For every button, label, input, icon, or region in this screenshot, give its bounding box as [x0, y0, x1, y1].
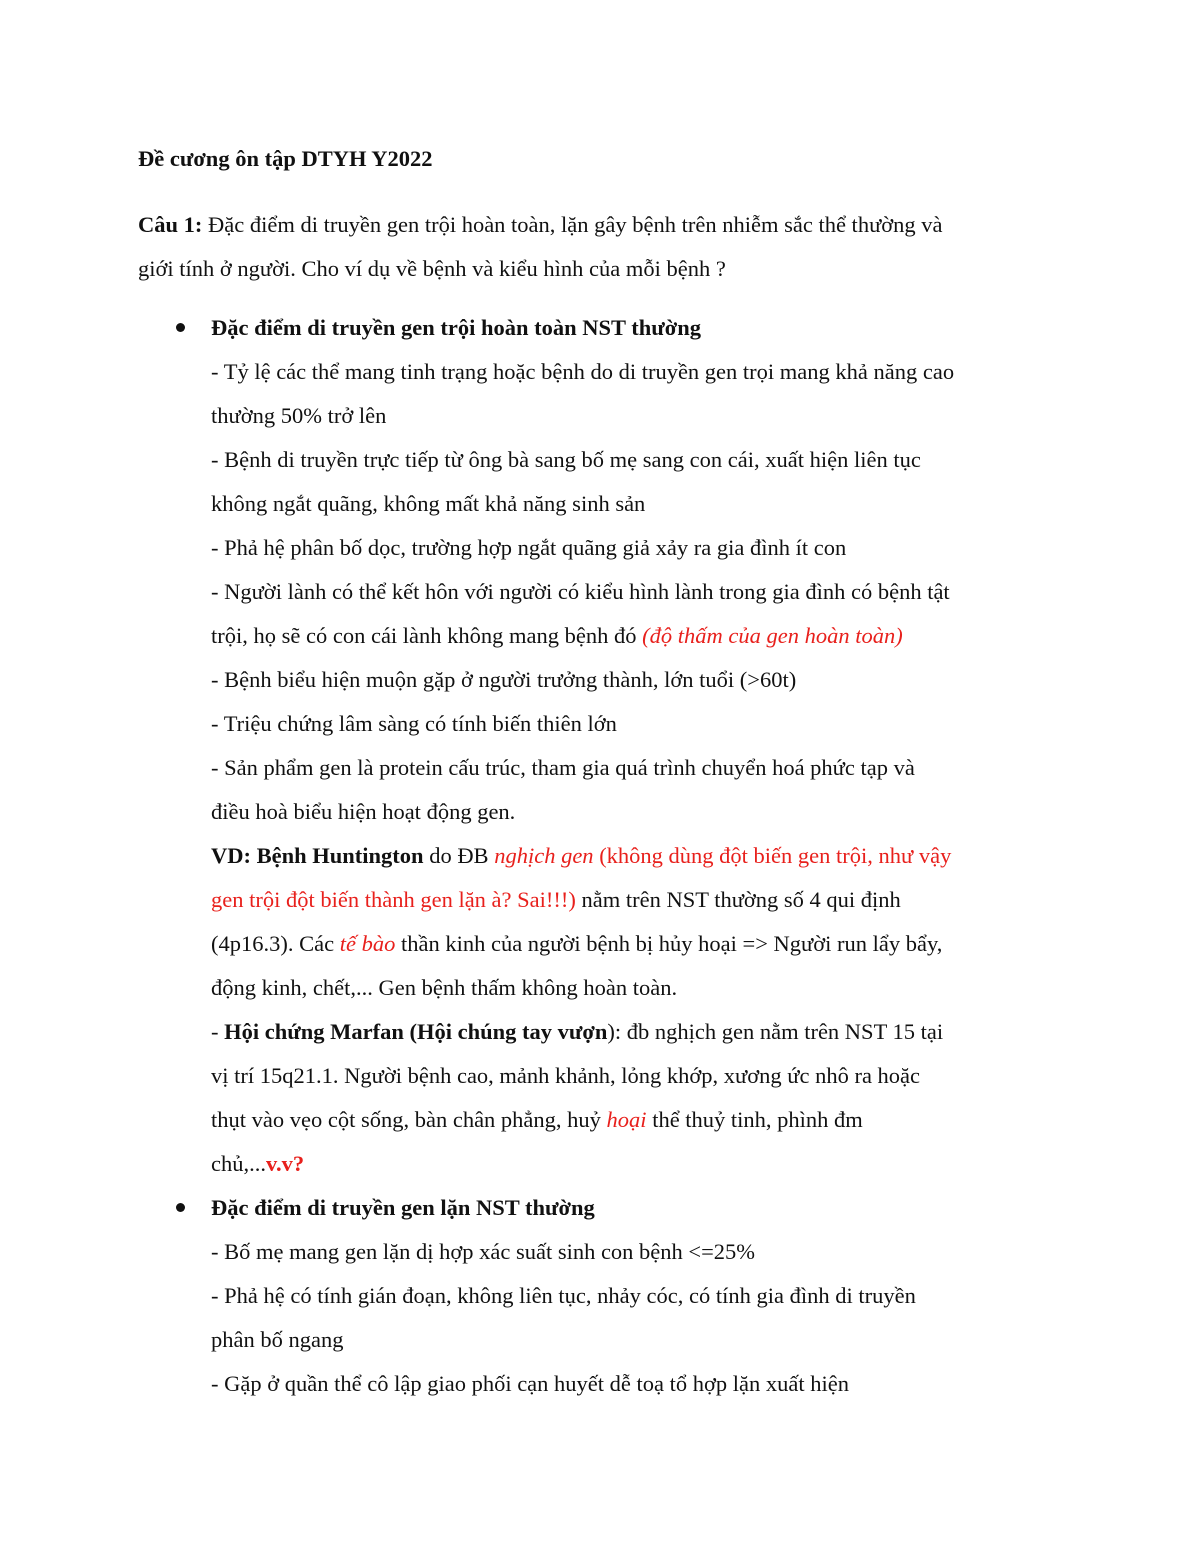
example-text-c: nghịch gen	[494, 843, 594, 868]
section1-line-2: thường 50% trở lên	[211, 403, 387, 428]
section1-line-7	[211, 620, 903, 652]
example-huntington-line-2	[211, 884, 901, 916]
section1-line-3: - Bệnh di truyền trực tiếp từ ông bà sang bố mẹ sang con cái, xuất hiện liên tục	[211, 447, 921, 472]
section2-line-1: - Bố mẹ mang gen lặn dị hợp xác suất sinh con bệnh <=25%	[211, 1239, 756, 1264]
example-huntington-line-4: động kinh, chết,... Gen bệnh thấm không hoàn toàn.	[211, 975, 678, 1000]
marfan-title: Hội chứng Marfan (Hội chúng tay vượn	[224, 1019, 608, 1044]
section2-line-2: - Phả hệ có tính gián đoạn, không liên tục, nhảy cóc, có tính gia đình di truyền	[211, 1283, 916, 1308]
example-text-i: thần kinh của người bệnh bị hủy hoại => Người run lẩy bẩy,	[395, 931, 943, 956]
question-label: Câu 1:	[138, 212, 203, 237]
section2-heading: Đặc điểm di truyền gen lặn NST thường	[211, 1195, 595, 1220]
document-title: Đề cương ôn tập DTYH Y2022	[138, 146, 433, 171]
example-text-e: gen trội đột biến thành gen lặn à? Sai!!!)	[211, 887, 576, 912]
bullet-dot-1	[176, 323, 185, 332]
marfan-text-e: thụt vào vẹo cột sống, bàn chân phẳng, huỷ	[211, 1107, 607, 1132]
example-huntington-line-1	[211, 840, 951, 872]
example-label: VD: Bệnh Huntington	[211, 843, 424, 868]
section1-line-5: - Phả hệ phân bố dọc, trường hợp ngắt quãng giả xảy ra gia đình ít con	[211, 535, 847, 560]
section1-line-10: - Sản phẩm gen là protein cấu trúc, tham gia quá trình chuyển hoá phức tạp và	[211, 755, 915, 780]
example-text-g: (4p16.3). Các	[211, 931, 340, 956]
section1-line-1: - Tỷ lệ các thể mang tinh trạng hoặc bệnh do di truyền gen trọi mang khả năng cao	[211, 359, 955, 384]
section2-line-3: phân bố ngang	[211, 1327, 344, 1352]
section1-line-8: - Bệnh biểu hiện muộn gặp ở người trưởng thành, lớn tuổi (>60t)	[211, 667, 797, 692]
marfan-text-g: thể thuỷ tinh, phình đm	[646, 1107, 863, 1132]
example-huntington-line-3	[211, 928, 942, 960]
marfan-text-c: ): đb nghịch gen nằm trên NST 15 tại	[607, 1019, 944, 1044]
marfan-line-3	[211, 1104, 863, 1136]
question-1	[138, 203, 1078, 291]
section1-line-7-text: trội, họ sẽ có con cái lành không mang bệnh đó	[211, 623, 643, 648]
section1-heading: Đặc điểm di truyền gen trội hoàn toàn NST thường	[211, 315, 701, 340]
marfan-text-h: chủ,...	[211, 1151, 266, 1176]
question-text-1: Đặc điểm di truyền gen trội hoàn toàn, lặn gây bệnh trên nhiễm sắc thể thường và	[202, 212, 943, 237]
section1-line-6: - Người lành có thể kết hôn với người có kiểu hình lành trong gia đình có bệnh tật	[211, 579, 950, 604]
section1-line-7-note: (độ thấm của gen hoàn toàn)	[642, 623, 903, 648]
section2-line-4: - Gặp ở quần thể cô lập giao phối cạn huyết dễ toạ tổ hợp lặn xuất hiện	[211, 1371, 849, 1396]
question-text-2: giới tính ở người. Cho ví dụ về bệnh và kiểu hình của mỗi bệnh ?	[138, 256, 726, 281]
marfan-line-1	[211, 1016, 943, 1048]
example-text-h: tế bào	[339, 931, 396, 956]
section1-line-4: không ngắt quãng, không mất khả năng sinh sản	[211, 491, 646, 516]
marfan-text-f: hoại	[606, 1107, 647, 1132]
marfan-line-2: vị trí 15q21.1. Người bệnh cao, mảnh khảnh, lỏng khớp, xương ức nhô ra hoặc	[211, 1063, 921, 1088]
marfan-text-i: v.v?	[266, 1151, 305, 1176]
section1-line-11: điều hoà biểu hiện hoạt động gen.	[211, 799, 516, 824]
bullet-dot-2	[176, 1203, 185, 1212]
marfan-line-4	[211, 1148, 304, 1180]
marfan-dash: -	[211, 1019, 225, 1044]
example-text-b: do ĐB	[423, 843, 495, 868]
example-text-d: (không dùng đột biến gen trội, như vậy	[593, 843, 952, 868]
example-text-f: nằm trên NST thường số 4 qui định	[575, 887, 901, 912]
section1-line-9: - Triệu chứng lâm sàng có tính biến thiên lớn	[211, 711, 617, 736]
